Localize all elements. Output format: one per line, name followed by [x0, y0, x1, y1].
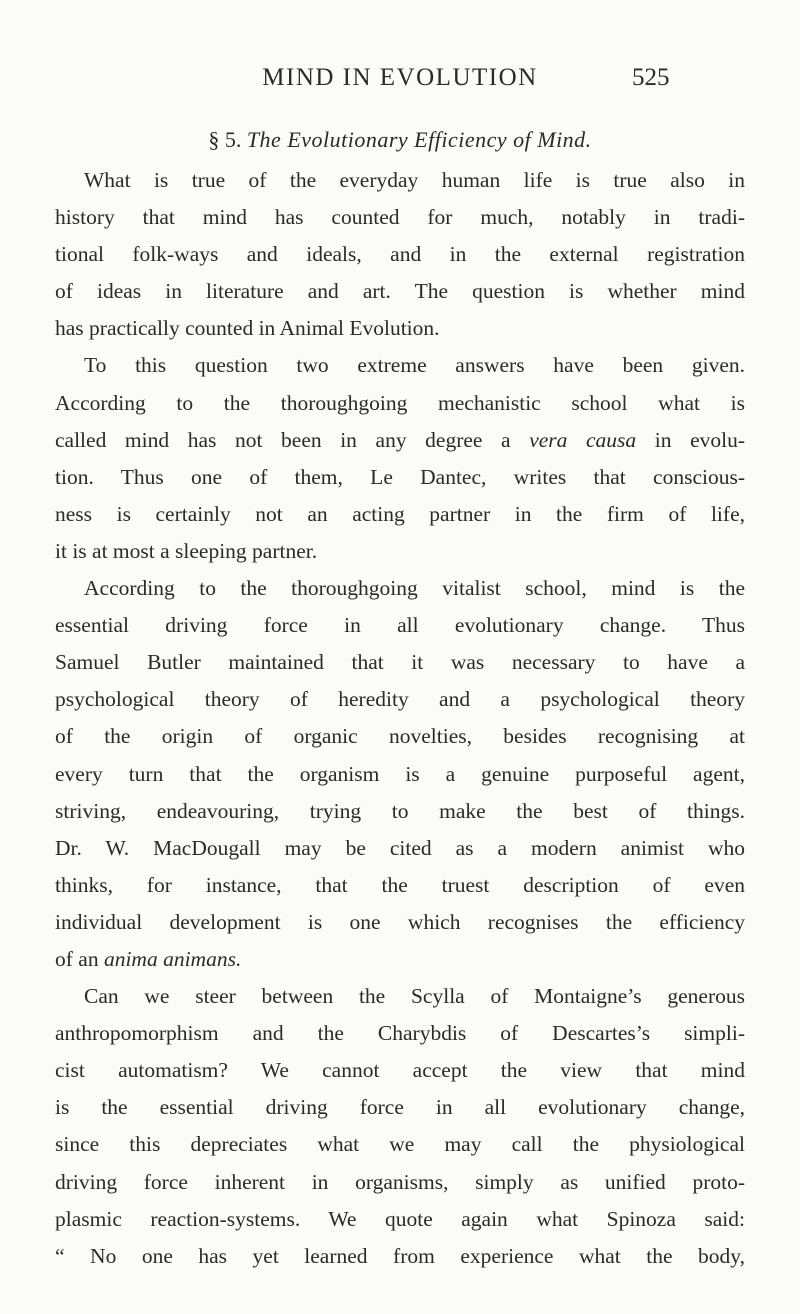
body-text	[55, 162, 745, 1275]
running-head	[0, 62, 800, 96]
text-line: individual development is one which recognises the efficiency	[55, 909, 745, 934]
text-line: it is at most a sleeping partner.	[55, 538, 318, 563]
text-line: What is true of the everyday human life is true also in	[84, 168, 745, 192]
text-line: anthropomorphism and the Charybdis of Descartes’s simpli-	[55, 1021, 745, 1046]
section-title: The Evolutionary Efficiency of Mind.	[246, 127, 592, 152]
text-line: “ No one has yet learned from experience what the body,	[55, 1243, 745, 1268]
text-line: ness is certainly not an acting partner in the firm of life,	[55, 501, 745, 526]
text-line: According to the thoroughgoing mechanistic school what is	[55, 390, 745, 415]
text-line: cist automatism? We cannot accept the view that mind	[55, 1058, 745, 1083]
text-line: striving, endeavouring, trying to make the best of things.	[55, 798, 745, 823]
text-line	[55, 941, 745, 978]
italic-phrase: vera causa	[529, 427, 637, 452]
text-line	[55, 422, 745, 459]
text-segment: of an	[55, 946, 104, 971]
text-line: every turn that the organism is a genuine purposeful agent,	[55, 761, 745, 786]
text-line: is the essential driving force in all evolutionary change,	[55, 1095, 745, 1120]
section-number: § 5.	[208, 127, 242, 152]
text-line: Samuel Butler maintained that it was necessary to have a	[55, 650, 745, 675]
text-line: psychological theory of heredity and a psychological theory	[55, 687, 745, 712]
text-line: of the origin of organic novelties, besides recognising at	[55, 724, 745, 749]
section-heading	[0, 127, 800, 153]
text-line: thinks, for instance, that the truest description of even	[55, 872, 745, 897]
text-line: Can we steer between the Scylla of Montaigne’s generous	[84, 984, 745, 1009]
text-line: driving force inherent in organisms, simply as unified proto-	[55, 1169, 745, 1194]
italic-phrase: anima animans.	[103, 946, 242, 971]
text-segment: in evolu-	[636, 427, 745, 452]
page-number: 525	[632, 64, 670, 91]
running-title: MIND IN EVOLUTION	[262, 64, 538, 91]
text-line: plasmic reaction-systems. We quote again what Spinoza said:	[55, 1206, 745, 1231]
text-line: Dr. W. MacDougall may be cited as a modern animist who	[55, 835, 745, 860]
text-line: According to the thoroughgoing vitalist school, mind is the	[84, 576, 745, 601]
text-line: since this depreciates what we may call the physiological	[55, 1132, 745, 1157]
text-line: history that mind has counted for much, notably in tradi-	[55, 205, 745, 230]
text-line: tional folk-ways and ideals, and in the external registration	[55, 242, 745, 267]
text-line: of ideas in literature and art. The question is whether mind	[55, 279, 745, 304]
text-line: has practically counted in Animal Evolution.	[55, 316, 440, 341]
text-segment: called mind has not been in any degree a	[55, 427, 530, 452]
text-line: To this question two extreme answers have been given.	[84, 353, 745, 378]
text-line: tion. Thus one of them, Le Dantec, writes that conscious-	[55, 464, 745, 489]
text-line: essential driving force in all evolutionary change. Thus	[55, 613, 745, 638]
